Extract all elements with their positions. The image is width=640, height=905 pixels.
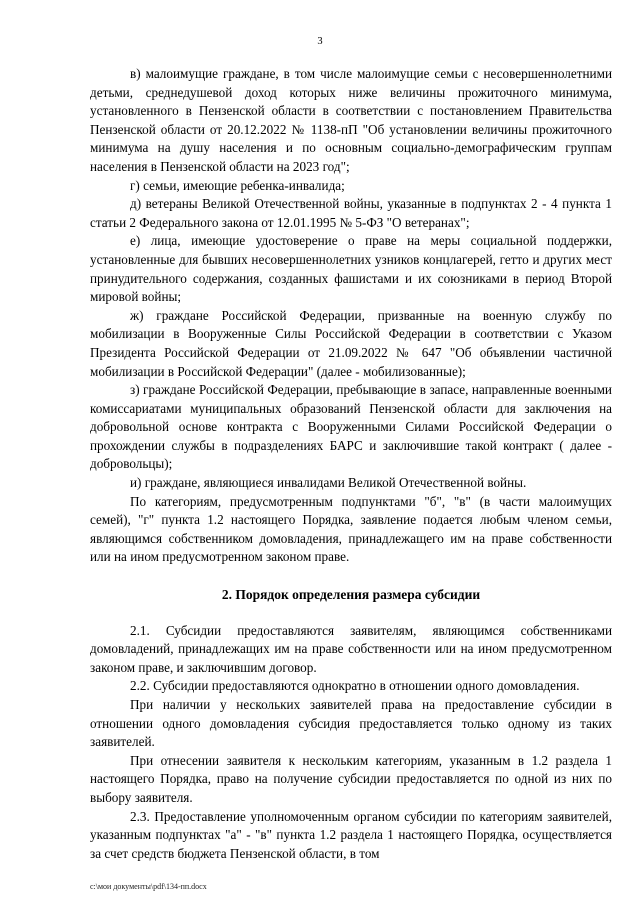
- footer-file-path: c:\мои документы\pdf\134-пп.docx: [90, 882, 207, 891]
- paragraph-application-rule: По категориям, предусмотренным подпунктами "б", "в" (в части малоимущих семей), "г" пункта 1.2 настоящего Порядка, заявление подается любым членом семьи, являющимся собственником домовладения, принадлежащего им на праве собственности или на ином предусмотренном законом праве.: [90, 493, 612, 565]
- paragraph-item-d: д) ветераны Великой Отечественной войны, указанные в подпунктах 2 - 4 пункта 1 статьи 2 Федерального закона от 12.01.1995 № 5-ФЗ "О ветеранах";: [90, 196, 612, 230]
- paragraph-item-zh: ж) граждане Российской Федерации, призванные на военную службу по мобилизации в Вооруженные Силы Российской Федерации в соответствии с Указом Президента Российской Федерации от 21.09.2022 № 647 "Об объявлении частичной мобилизации в Российской Федерации" (далее - мобилизованные);: [90, 307, 612, 379]
- paragraph-item-e: е) лица, имеющие удостоверение о праве на меры социальной поддержки, установленные для бывших несовершеннолетних узников концлагерей, гетто и других мест принудительного содержания, созданных фашистами и их союзниками в период Второй мировой войны;: [90, 233, 612, 305]
- paragraph-item-i: и) граждане, являющиеся инвалидами Великой Отечественной войны.: [130, 475, 527, 491]
- paragraph-2-2: 2.2. Субсидии предоставляются однократно в отношении одного домовладения.: [130, 678, 580, 694]
- page-number: 3: [317, 36, 323, 47]
- section-heading: 2. Порядок определения размера субсидии: [221, 587, 481, 603]
- paragraph-multiple-categories: При отнесении заявителя к нескольким категориям, указанным в 1.2 раздела 1 настоящего Порядка, право на получение субсидии предоставляется по одной из них по выбору заявителя.: [90, 752, 612, 805]
- document-body: [90, 65, 612, 863]
- paragraph-item-z: з) граждане Российской Федерации, пребывающие в запасе, направленные военными комиссариатами муниципальных образований Пензенской области для заключения на добровольной основе контракта с Вооруженными Силами Российской Федерации о прохождении службы в подразделениях БАРС и заключившие такой контракт ( далее - добровольцы);: [90, 382, 612, 472]
- paragraph-item-g: г) семьи, имеющие ребенка-инвалида;: [130, 177, 345, 193]
- paragraph-2-3: 2.3. Предоставление уполномоченным органом субсидии по категориям заявителей, указанным подпунктах "а" - "в" пункта 1.2 раздела 1 настоящего Порядка, осуществляется за счет средств бюджета Пензенской области, в том: [90, 808, 612, 861]
- paragraph-2-1: 2.1. Субсидии предоставляются заявителям, являющимся собственниками домовладений, принадлежащих им на праве собственности или на ином предусмотренном законом праве, и заключившим договор.: [90, 622, 612, 675]
- paragraph-multiple-applicants: При наличии у нескольких заявителей права на предоставление субсидии в отношении одного домовладения субсидия предоставляется только одному из таких заявителей.: [90, 697, 612, 750]
- paragraph-item-v: в) малоимущие граждане, в том числе малоимущие семьи с несовершеннолетними детьми, среднедушевой доход которых ниже величины прожиточного минимума, установленного в Пензенской области в соответствии с постановлением Правительства Пензенской области от 20.12.2022 № 1138-пП "Об установлении величины прожиточного минимума на душу населения и по основным социально-демографическим группам населения в Пензенской области на 2023 год";: [90, 66, 612, 174]
